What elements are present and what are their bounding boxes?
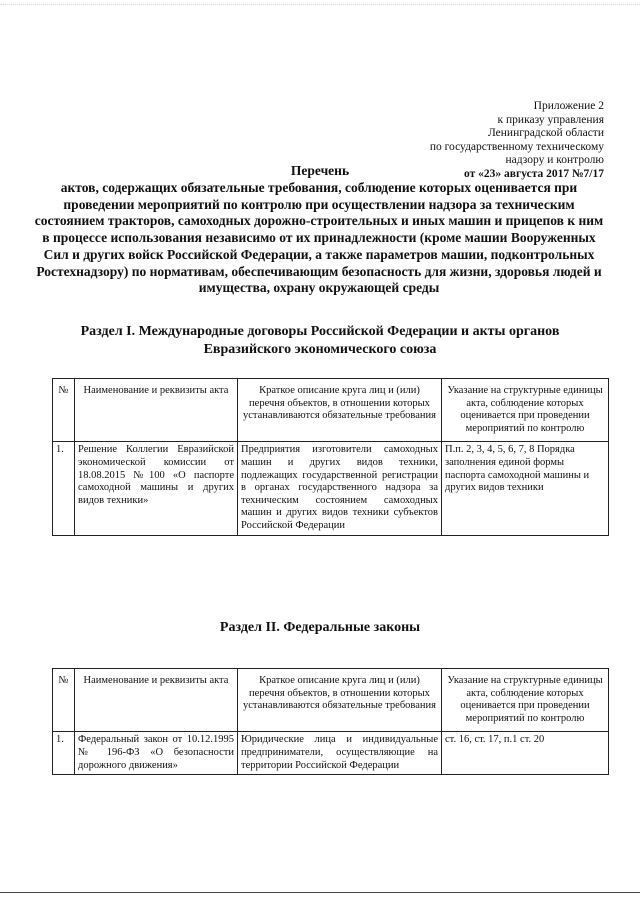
row-name: Решение Коллегии Евразийской экономической комиссии от 18.08.2015 №100 «О паспорте самоходной машины и других видов техники» — [75, 442, 238, 535]
document-title: Перечень — [290, 163, 350, 178]
appendix-line: к приказу управления — [497, 113, 604, 126]
row-desc: Предприятия изготовители самоходных машин и других видов техники, подлежащих государственной регистрации в органах государственного надзора за техническим состоянием самоходных машин и других видов техники субъектов Российской Федерации — [238, 442, 442, 535]
header-num: № — [53, 669, 75, 732]
header-units: Указание на структурные единицы акта, соблюдение которых оценивается при проведении мероприятий по контролю — [442, 379, 609, 442]
document-subtitle: актов, содержащих обязательные требования, соблюдение которых оценивается при проведении мероприятий по контролю при осуществлении надзора за техническим состоянием тракторов, самоходных дорожно-строительных и иных машин и прицепов к ним в процессе использования независимо от их принадлежности (кроме машии Вооруженных Сил и других войск Российской Федерации, а также параметров машии, подконтрольных Ростехнадзору) по нормативам, обеспечивающим безопасность для жизни, здоровья людей и имущества, охрану окружающей среды — [34, 180, 604, 296]
appendix-line: Ленинградской области — [487, 127, 604, 140]
appendix-line: от «23» августа 2017 №7/17 — [464, 167, 604, 180]
section-2-table — [52, 668, 609, 775]
row-name: Федеральный закон от 10.12.1995 № 196-ФЗ «О безопасности дорожного движения» — [75, 732, 238, 775]
row-num: 1. — [53, 732, 75, 775]
table-row — [53, 732, 609, 775]
row-num: 1. — [53, 442, 75, 535]
appendix-line: надзору и контролю — [505, 154, 604, 167]
header-name: Наименование и реквизиты акта — [75, 379, 238, 442]
header-units: Указание на структурные единицы акта, соблюдение которых оценивается при проведении мероприятий по контролю — [442, 669, 609, 732]
row-units: П.п. 2, 3, 4, 5, 6, 7, 8 Порядка заполнения единой формы паспорта самоходной машины и других видов техники — [442, 442, 609, 535]
row-desc: Юридические лица и индивидуальные предприниматели, осуществляющие на территории Российской Федерации — [238, 732, 442, 775]
table-header-row — [53, 669, 609, 732]
section-2-title: Раздел II. Федеральные законы — [219, 620, 421, 635]
appendix-line: по государственному техническому — [429, 140, 604, 153]
section-1-table — [52, 378, 609, 536]
appendix-line: Приложение 2 — [533, 100, 604, 112]
header-num: № — [53, 379, 75, 442]
section-1-title: Раздел I. Международные договоры Российской Федерации и акты органов Евразийского экономического союза — [80, 324, 560, 357]
header-name: Наименование и реквизиты акта — [75, 669, 238, 732]
table-header-row — [53, 379, 609, 442]
scan-artifact — [0, 4, 640, 11]
table-row — [53, 442, 609, 535]
page-bottom-edge — [0, 892, 640, 893]
row-units: ст. 16, ст. 17, п.1 ст. 20 — [442, 732, 609, 775]
header-desc: Краткое описание круга лиц и (или) перечня объектов, в отношении которых устанавливаются обязательные требования — [238, 669, 442, 732]
header-desc: Краткое описание круга лиц и (или) перечня объектов, в отношении которых устанавливаются обязательные требования — [238, 379, 442, 442]
